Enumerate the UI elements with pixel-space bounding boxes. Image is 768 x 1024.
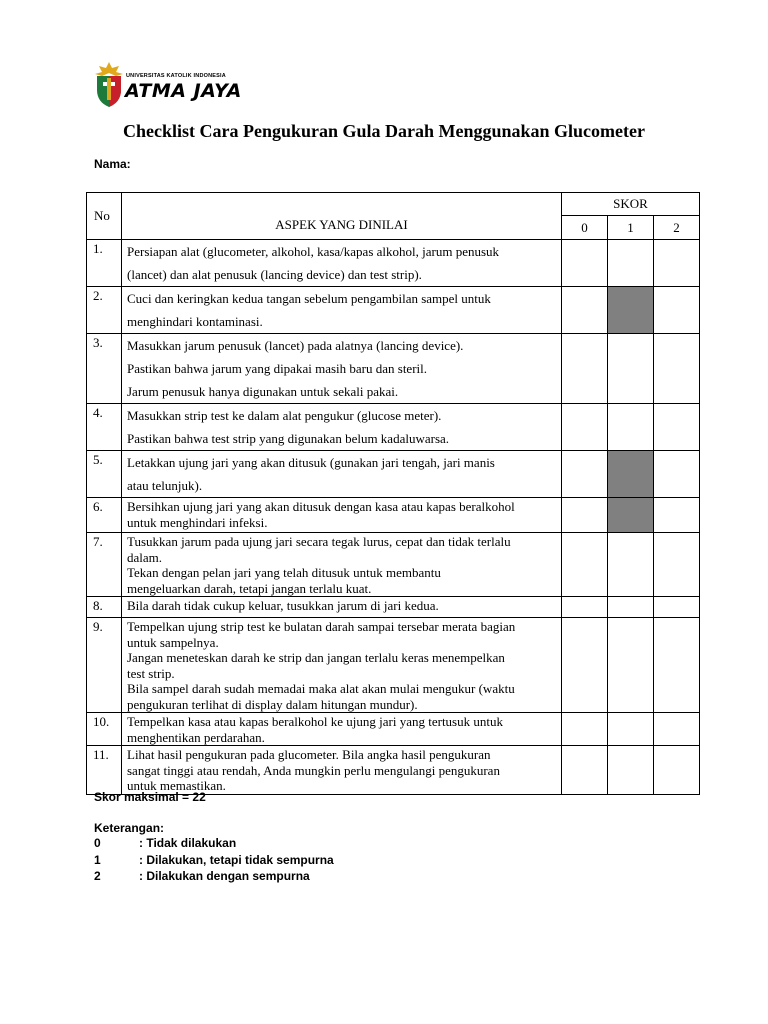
logo-brand-text: ATMA JAYA bbox=[125, 80, 242, 102]
legend-key: 1 bbox=[94, 853, 101, 867]
checklist-row bbox=[87, 287, 700, 334]
header-score-1: 1 bbox=[608, 216, 654, 240]
checklist-row bbox=[87, 597, 700, 618]
aspect-line: (lancet) dan alat penusuk (lancing device) dan test strip). bbox=[127, 267, 422, 282]
score-cell-2[interactable] bbox=[654, 451, 700, 498]
checklist-row bbox=[87, 713, 700, 746]
aspect-line: Tempelkan kasa atau kapas beralkohol ke ujung jari yang tertusuk untuk bbox=[127, 714, 503, 729]
checklist-row bbox=[87, 334, 700, 404]
score-cell-0[interactable] bbox=[562, 334, 608, 404]
university-crest-icon bbox=[93, 60, 125, 108]
header-score-0: 0 bbox=[562, 216, 608, 240]
score-cell-2[interactable] bbox=[654, 404, 700, 451]
row-number: 5. bbox=[87, 451, 122, 498]
score-cell-2[interactable] bbox=[654, 533, 700, 597]
score-cell-0[interactable] bbox=[562, 498, 608, 533]
score-cell-0[interactable] bbox=[562, 618, 608, 713]
score-cell-0[interactable] bbox=[562, 451, 608, 498]
aspect-line: test strip. bbox=[127, 665, 175, 681]
row-number: 10. bbox=[87, 713, 122, 746]
checklist-row bbox=[87, 404, 700, 451]
score-cell-shaded bbox=[608, 451, 654, 498]
score-cell-1[interactable] bbox=[608, 334, 654, 404]
aspect-line: Bila sampel darah sudah memadai maka alat akan mulai mengukur (waktu bbox=[127, 681, 515, 696]
score-cell-0[interactable] bbox=[562, 404, 608, 451]
document-title: Checklist Cara Pengukuran Gula Darah Menggunakan Glucometer bbox=[122, 121, 646, 141]
score-cell-2[interactable] bbox=[654, 618, 700, 713]
aspect-line: pengukuran terlihat di display dalam hitungan mundur). bbox=[127, 696, 418, 712]
score-cell-2[interactable] bbox=[654, 498, 700, 533]
aspect-line: mengeluarkan darah, tetapi jangan terlalu kuat. bbox=[127, 580, 372, 596]
header-aspek: ASPEK YANG DINILAI bbox=[122, 193, 562, 240]
aspect-line: Persiapan alat (glucometer, alkohol, kasa/kapas alkohol, jarum penusuk bbox=[127, 244, 500, 259]
legend-key: 0 bbox=[94, 836, 101, 850]
aspect-line: Bersihkan ujung jari yang akan ditusuk dengan kasa atau kapas beralkohol bbox=[127, 499, 515, 514]
aspect-text bbox=[122, 618, 562, 713]
aspect-line: Pastikan bahwa test strip yang digunakan belum kadaluwarsa. bbox=[127, 431, 450, 446]
aspect-text bbox=[122, 498, 562, 533]
aspect-text bbox=[122, 287, 562, 334]
score-cell-1[interactable] bbox=[608, 597, 654, 618]
row-number: 7. bbox=[87, 533, 122, 597]
checklist-row bbox=[87, 533, 700, 597]
legend-title: Keterangan: bbox=[94, 821, 165, 835]
checklist-table bbox=[86, 192, 700, 795]
legend-item bbox=[94, 853, 334, 867]
score-cell-1[interactable] bbox=[608, 404, 654, 451]
score-cell-2[interactable] bbox=[654, 746, 700, 795]
checklist-row bbox=[87, 746, 700, 795]
score-cell-2[interactable] bbox=[654, 287, 700, 334]
legend-text: : Dilakukan, tetapi tidak sempurna bbox=[139, 853, 334, 867]
legend-item bbox=[94, 836, 236, 850]
aspect-line: Masukkan strip test ke dalam alat pengukur (glucose meter). bbox=[127, 408, 442, 423]
aspect-line: Pastikan bahwa jarum yang dipakai masih baru dan steril. bbox=[127, 361, 428, 376]
checklist-row bbox=[87, 618, 700, 713]
row-number: 2. bbox=[87, 287, 122, 334]
score-cell-0[interactable] bbox=[562, 287, 608, 334]
aspect-line: Tusukkan jarum pada ujung jari secara tegak lurus, cepat dan tidak terlalu bbox=[127, 534, 511, 549]
aspect-text bbox=[122, 240, 562, 287]
header-skor: SKOR bbox=[562, 193, 700, 216]
aspect-line: menghindari kontaminasi. bbox=[127, 314, 263, 329]
aspect-line: untuk menghindari infeksi. bbox=[127, 514, 268, 530]
score-cell-1[interactable] bbox=[608, 746, 654, 795]
row-number: 8. bbox=[87, 597, 122, 618]
aspect-line: Tekan dengan pelan jari yang telah ditusuk untuk membantu bbox=[127, 565, 441, 580]
aspect-text bbox=[122, 597, 562, 618]
max-score-text: Skor maksimal = 22 bbox=[94, 790, 206, 804]
aspect-line: untuk sampelnya. bbox=[127, 634, 219, 650]
checklist-row bbox=[87, 498, 700, 533]
aspect-line: Tempelkan ujung strip test ke bulatan darah sampai tersebar merata bagian bbox=[127, 619, 516, 634]
aspect-line: untuk memastikan. bbox=[127, 778, 226, 793]
score-cell-0[interactable] bbox=[562, 240, 608, 287]
score-cell-0[interactable] bbox=[562, 597, 608, 618]
header-score-2: 2 bbox=[654, 216, 700, 240]
aspect-line: atau telunjuk). bbox=[127, 478, 203, 493]
score-cell-2[interactable] bbox=[654, 713, 700, 746]
score-cell-1[interactable] bbox=[608, 713, 654, 746]
aspect-line: dalam. bbox=[127, 549, 163, 565]
aspect-text bbox=[122, 334, 562, 404]
aspect-line: Cuci dan keringkan kedua tangan sebelum pengambilan sampel untuk bbox=[127, 291, 491, 306]
aspect-line: Lihat hasil pengukuran pada glucometer. Bila angka hasil pengukuran bbox=[127, 747, 491, 762]
score-cell-shaded bbox=[608, 498, 654, 533]
aspect-line: Letakkan ujung jari yang akan ditusuk (gunakan jari tengah, jari manis bbox=[127, 455, 495, 470]
legend-text: : Tidak dilakukan bbox=[139, 836, 237, 850]
aspect-text bbox=[122, 713, 562, 746]
aspect-line: Jarum penusuk hanya digunakan untuk sekali pakai. bbox=[127, 384, 399, 399]
aspect-text bbox=[122, 746, 562, 795]
legend-text: : Dilakukan dengan sempurna bbox=[139, 869, 310, 883]
score-cell-0[interactable] bbox=[562, 713, 608, 746]
score-cell-shaded bbox=[608, 287, 654, 334]
score-cell-1[interactable] bbox=[608, 533, 654, 597]
legend-item bbox=[94, 869, 310, 883]
checklist-row bbox=[87, 240, 700, 287]
checklist-row bbox=[87, 451, 700, 498]
aspect-line: sangat tinggi atau rendah, Anda mungkin perlu mengulangi pengukuran bbox=[127, 762, 500, 778]
row-number: 3. bbox=[87, 334, 122, 404]
row-number: 4. bbox=[87, 404, 122, 451]
logo-university-text: UNIVERSITAS KATOLIK INDONESIA bbox=[126, 73, 226, 79]
aspect-text bbox=[122, 533, 562, 597]
row-number: 1. bbox=[87, 240, 122, 287]
score-cell-1[interactable] bbox=[608, 618, 654, 713]
aspect-line: menghentikan perdarahan. bbox=[127, 729, 265, 745]
row-number: 9. bbox=[87, 618, 122, 713]
aspect-text bbox=[122, 451, 562, 498]
aspect-text bbox=[122, 404, 562, 451]
score-cell-2[interactable] bbox=[654, 240, 700, 287]
score-cell-1[interactable] bbox=[608, 240, 654, 287]
aspect-line: Jangan meneteskan darah ke strip dan jangan terlalu keras menempelkan bbox=[127, 650, 505, 665]
score-cell-0[interactable] bbox=[562, 533, 608, 597]
aspect-line: Bila darah tidak cukup keluar, tusukkan jarum di jari kedua. bbox=[127, 598, 439, 613]
score-cell-0[interactable] bbox=[562, 746, 608, 795]
nama-label: Nama: bbox=[94, 157, 131, 171]
atma-jaya-logo bbox=[93, 60, 243, 110]
legend-key: 2 bbox=[94, 869, 101, 883]
score-cell-2[interactable] bbox=[654, 597, 700, 618]
row-number: 11. bbox=[87, 746, 122, 795]
header-no: No bbox=[87, 193, 122, 240]
aspect-line: Masukkan jarum penusuk (lancet) pada alatnya (lancing device). bbox=[127, 338, 464, 353]
row-number: 6. bbox=[87, 498, 122, 533]
score-cell-2[interactable] bbox=[654, 334, 700, 404]
